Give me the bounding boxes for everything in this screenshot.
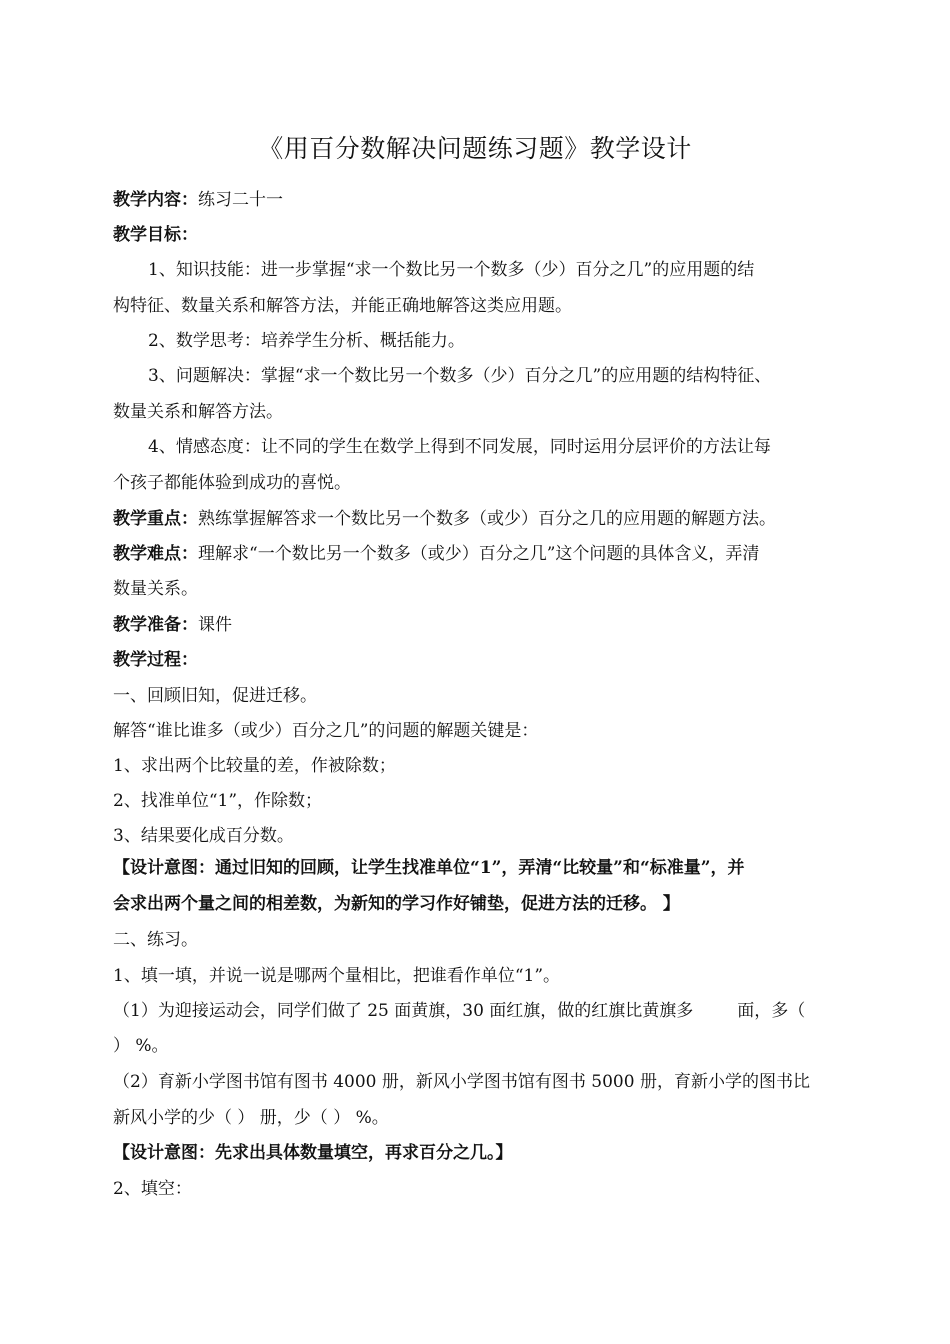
goal-line: 构特征、数量关系和解答方法，并能正确地解答这类应用题。 <box>113 296 572 316</box>
teaching-goals-heading: 教学目标： <box>113 225 198 245</box>
section-heading-review: 一、回顾旧知，促进迁移。 <box>113 686 317 706</box>
goal-line: 3、问题解决：掌握“求一个数比另一个数多（少）百分之几”的应用题的结构特征、 <box>148 366 772 386</box>
exercise-1-question-1 <box>113 999 843 1023</box>
teaching-difficulty-continuation: 数量关系。 <box>113 579 198 599</box>
teaching-key-label: 教学重点： <box>113 509 198 529</box>
review-item: 3、结果要化成百分数。 <box>113 826 294 846</box>
question-1-text: （1）为迎接运动会，同学们做了 25 面黄旗，30 面红旗，做的红旗比黄旗多 <box>113 1001 694 1021</box>
goal-line: 4、情感态度：让不同的学生在数学上得到不同发展，同时运用分层评价的方法让每 <box>148 437 771 457</box>
goal-line: 1、知识技能：进一步掌握“求一个数比另一个数多（少）百分之几”的应用题的结 <box>148 260 755 280</box>
exercise-2-prompt: 2、填空： <box>113 1179 192 1199</box>
teaching-content-value: 练习二十一 <box>198 190 283 210</box>
teaching-prep-label: 教学准备： <box>113 615 198 635</box>
teaching-process-heading: 教学过程： <box>113 650 198 670</box>
teaching-key-value: 熟练掌握解答求一个数比另一个数多（或少）百分之几的应用题的解题方法。 <box>198 509 776 529</box>
goal-line: 2、数学思考：培养学生分析、概括能力。 <box>148 331 465 351</box>
design-intent-2: 【设计意图：先求出具体数量填空，再求百分之几。】 <box>113 1143 513 1163</box>
review-intro: 解答“谁比谁多（或少）百分之几”的问题的解题关键是： <box>113 721 539 741</box>
teaching-content-label: 教学内容： <box>113 190 198 210</box>
review-item: 1、求出两个比较量的差，作被除数； <box>113 756 396 776</box>
design-intent-1: 【设计意图：通过旧知的回顾，让学生找准单位“1”，弄清“比较量”和“标准量”，并 <box>113 858 745 878</box>
teaching-prep-value: 课件 <box>198 615 232 635</box>
goal-line: 数量关系和解答方法。 <box>113 402 283 422</box>
teaching-difficulty-row <box>113 542 843 566</box>
review-item: 2、找准单位“1”，作除数； <box>113 791 323 811</box>
exercise-1-question-2-continuation: 新风小学的少（ ） 册，少（ ） %。 <box>113 1108 389 1128</box>
teaching-content-row <box>113 188 843 212</box>
exercise-1-question-2: （2）育新小学图书馆有图书 4000 册，新风小学图书馆有图书 5000 册，育新小学的图书比 <box>113 1072 810 1092</box>
teaching-goals-label <box>113 223 843 247</box>
teaching-difficulty-value: 理解求“一个数比另一个数多（或少）百分之几”这个问题的具体含义，弄清 <box>198 544 760 564</box>
design-intent-1-continuation: 会求出两个量之间的相差数，为新知的学习作好铺垫，促进方法的迁移。 】 <box>113 894 680 914</box>
teaching-key-row <box>113 507 843 531</box>
section-heading-practice: 二、练习。 <box>113 930 198 950</box>
exercise-1-question-1-continuation: ） %。 <box>113 1036 169 1056</box>
goal-line: 个孩子都能体验到成功的喜悦。 <box>113 473 351 493</box>
teaching-prep-row <box>113 613 843 637</box>
question-1-text-end: 面，多（ <box>737 1001 806 1021</box>
teaching-process-label <box>113 648 843 672</box>
document-title: 《用百分数解决问题练习题》教学设计 <box>258 134 692 163</box>
exercise-1-prompt: 1、填一填，并说一说是哪两个量相比，把谁看作单位“1”。 <box>113 966 561 986</box>
teaching-difficulty-label: 教学难点： <box>113 544 198 564</box>
